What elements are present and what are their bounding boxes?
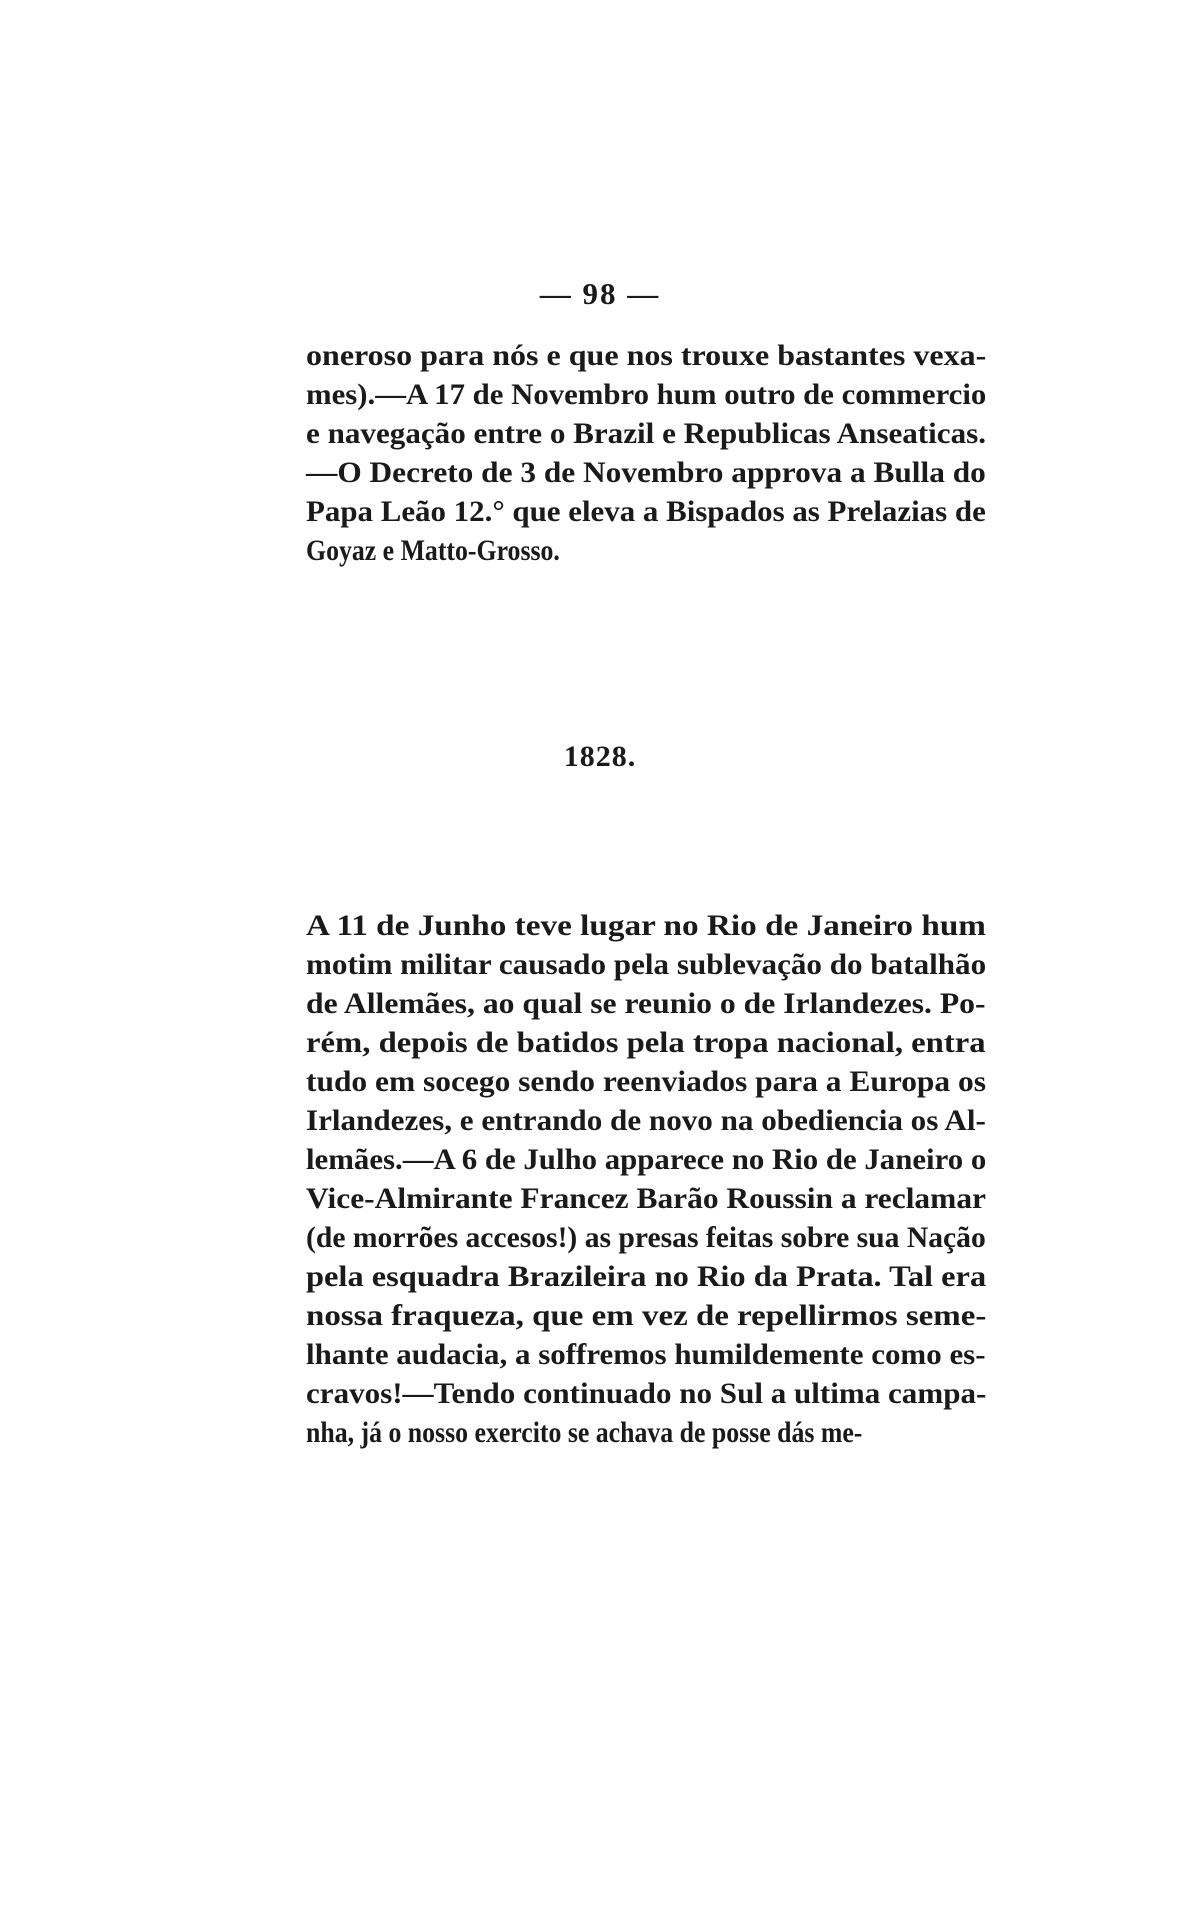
text-line: [306, 492, 986, 531]
text-line-content: oneroso para nós e que nos trouxe bastantes vexa-: [306, 339, 987, 372]
text-line-content: —O Decreto de 3 de Novembro approva a Bulla do: [306, 456, 986, 489]
paragraph-treaties: [306, 336, 986, 570]
text-line: [306, 1023, 986, 1062]
text-line-content: e navegação entre o Brazil e Republicas Anseaticas.: [306, 417, 987, 450]
text-line: [306, 453, 986, 492]
text-line: [306, 336, 986, 375]
text-line: [306, 945, 986, 984]
text-line: [306, 1062, 986, 1101]
text-line-content: lhante audacia, a soffremos humildemente como es-: [306, 1338, 986, 1371]
text-line-content: nossa fraqueza, que em vez de repellirmos seme-: [306, 1299, 987, 1332]
text-line: [306, 1335, 986, 1374]
text-line: [306, 1296, 986, 1335]
text-line: [306, 1257, 986, 1296]
text-line: [306, 984, 986, 1023]
text-line-content: mes).—A 17 de Novembro hum outro de commercio: [306, 378, 987, 411]
text-line: [306, 906, 986, 945]
text-line: [306, 1218, 986, 1257]
text-line-content: Papa Leão 12.° que eleva a Bispados as Prelazias de: [306, 495, 986, 528]
text-line: [306, 375, 986, 414]
year-heading: 1828.: [563, 740, 637, 773]
text-line-content: Goyaz e Matto-Grosso.: [306, 534, 560, 567]
text-line: [306, 1374, 986, 1413]
text-line-content: Irlandezes, e entrando de novo na obediencia os Al-: [306, 1104, 986, 1137]
text-line-content: rém, depois de batidos pela tropa nacional, entra: [306, 1026, 986, 1059]
text-line-content: cravos!—Tendo continuado no Sul a ultima campa-: [306, 1377, 987, 1410]
page-number: — 98 —: [539, 276, 661, 311]
text-line: [306, 1140, 986, 1179]
text-line: [306, 414, 986, 453]
paragraph-1828-events: [306, 906, 986, 1452]
text-line-content: motim militar causado pela sublevação do batalhão: [306, 948, 987, 981]
text-line-content: A 11 de Junho teve lugar no Rio de Janeiro hum: [306, 909, 986, 942]
text-line-content: de Allemães, ao qual se reunio o de Irlandezes. Po-: [306, 987, 986, 1020]
text-line-content: (de morrões accesos!) as presas feitas sobre sua Nação: [306, 1221, 986, 1254]
text-line: [306, 1179, 986, 1218]
text-line-content: lemães.—A 6 de Julho apparece no Rio de Janeiro o: [306, 1143, 987, 1176]
text-line: [306, 1413, 986, 1452]
text-line: [306, 1101, 986, 1140]
text-line-content: pela esquadra Brazileira no Rio da Prata. Tal era: [306, 1260, 987, 1293]
text-line-content: tudo em socego sendo reenviados para a Europa os: [306, 1065, 986, 1098]
text-line: [306, 531, 986, 570]
text-line-content: Vice-Almirante Francez Barão Roussin a reclamar: [306, 1182, 987, 1215]
text-line-content: nha, já o nosso exercito se achava de posse dás me-: [306, 1416, 863, 1449]
